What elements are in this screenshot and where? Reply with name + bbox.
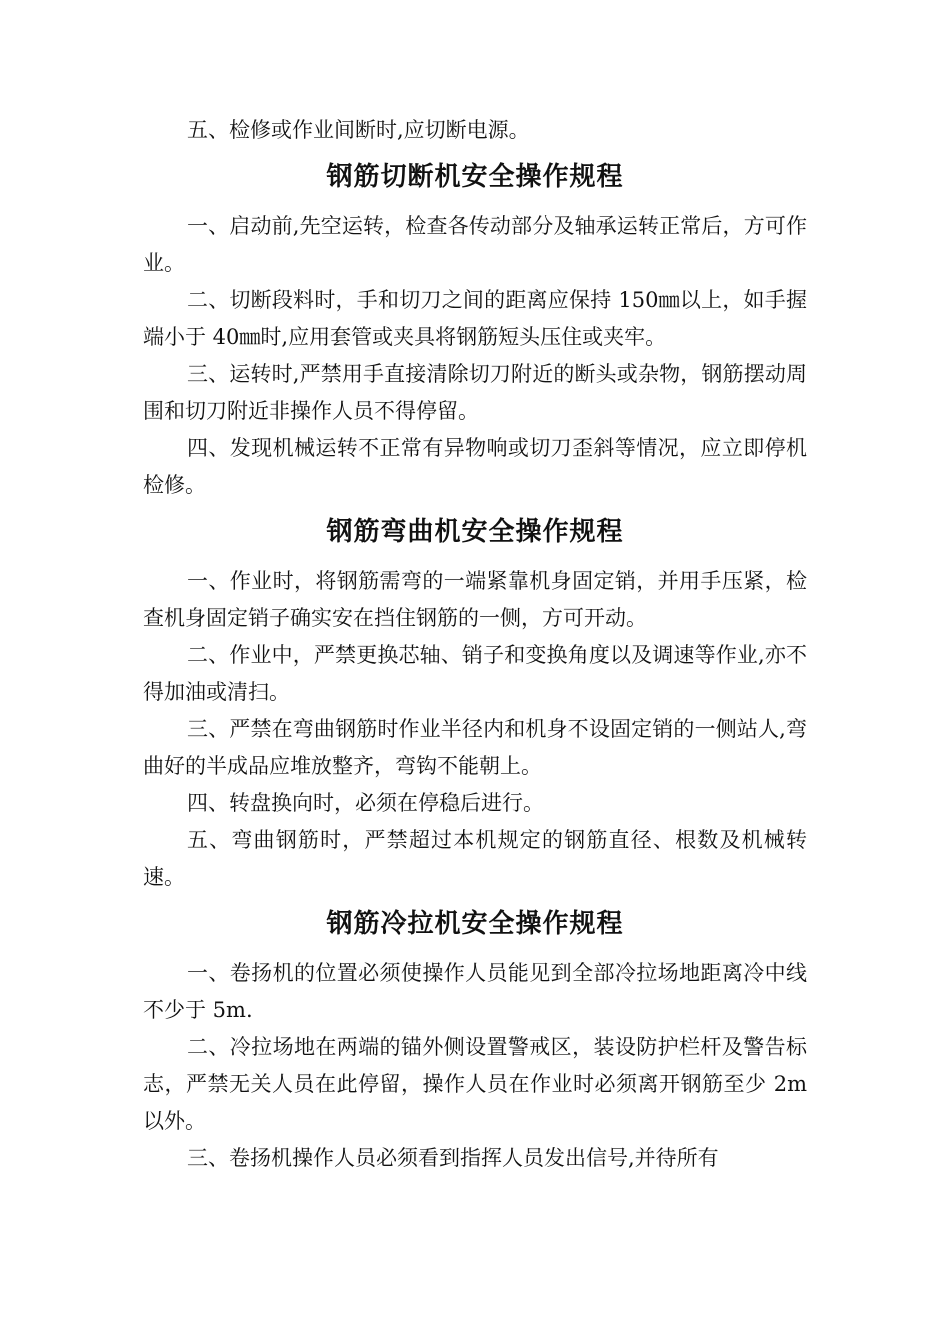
cold-drawing-item-2: 二、冷拉场地在两端的锚外侧设置警戒区，装设防护栏杆及警告标志，严禁无关人员在此停留，操作人员在作业时必须离开钢筋至少 2m 以外。 — [143, 1035, 807, 1133]
bending-item-3: 三、严禁在弯曲钢筋时作业半径内和机身不设固定销的一侧站人,弯曲好的半成品应堆放整齐，弯钩不能朝上。 — [143, 717, 807, 778]
intro-item-5: 五、检修或作业间断时,应切断电源。 — [187, 118, 530, 142]
bending-item-1: 一、作业时，将钢筋需弯的一端紧靠机身固定销，并用手压紧，检查机身固定销子确实安在挡住钢筋的一侧，方可开动。 — [143, 569, 807, 630]
bending-item-2: 二、作业中，严禁更换芯轴、销子和变换角度以及调速等作业,亦不得加油或清扫。 — [143, 643, 807, 704]
section-cutting-machine — [143, 157, 807, 504]
cold-drawing-item-3: 三、卷扬机操作人员必须看到指挥人员发出信号,并待所有 — [187, 1146, 719, 1170]
cutting-item-2: 二、切断段料时，手和切刀之间的距离应保持 150㎜以上，如手握端小于 40㎜时,应用套管或夹具将钢筋短头压住或夹牢。 — [143, 288, 807, 349]
section-bending-machine — [143, 512, 807, 896]
section-cold-drawing-machine — [143, 904, 807, 1177]
bending-item-5: 五、弯曲钢筋时，严禁超过本机规定的钢筋直径、根数及机械转速。 — [143, 828, 807, 889]
section-title-cold-drawing-machine: 钢筋冷拉机安全操作规程 — [326, 909, 624, 939]
cutting-item-3: 三、运转时,严禁用手直接清除切刀附近的断头或杂物，钢筋摆动周围和切刀附近非操作人员不得停留。 — [143, 362, 807, 423]
section-title-bending-machine: 钢筋弯曲机安全操作规程 — [326, 517, 624, 547]
cutting-item-4: 四、发现机械运转不正常有异物响或切刀歪斜等情况，应立即停机检修。 — [143, 436, 807, 497]
section-title-cutting-machine: 钢筋切断机安全操作规程 — [326, 162, 624, 192]
cutting-item-1: 一、启动前,先空运转，检查各传动部分及轴承运转正常后，方可作业。 — [143, 214, 807, 275]
document-page — [143, 112, 807, 1177]
bending-item-4: 四、转盘换向时，必须在停稳后进行。 — [187, 791, 544, 815]
cold-drawing-item-1: 一、卷扬机的位置必须使操作人员能见到全部冷拉场地距离冷中线不少于 5m. — [143, 961, 807, 1022]
